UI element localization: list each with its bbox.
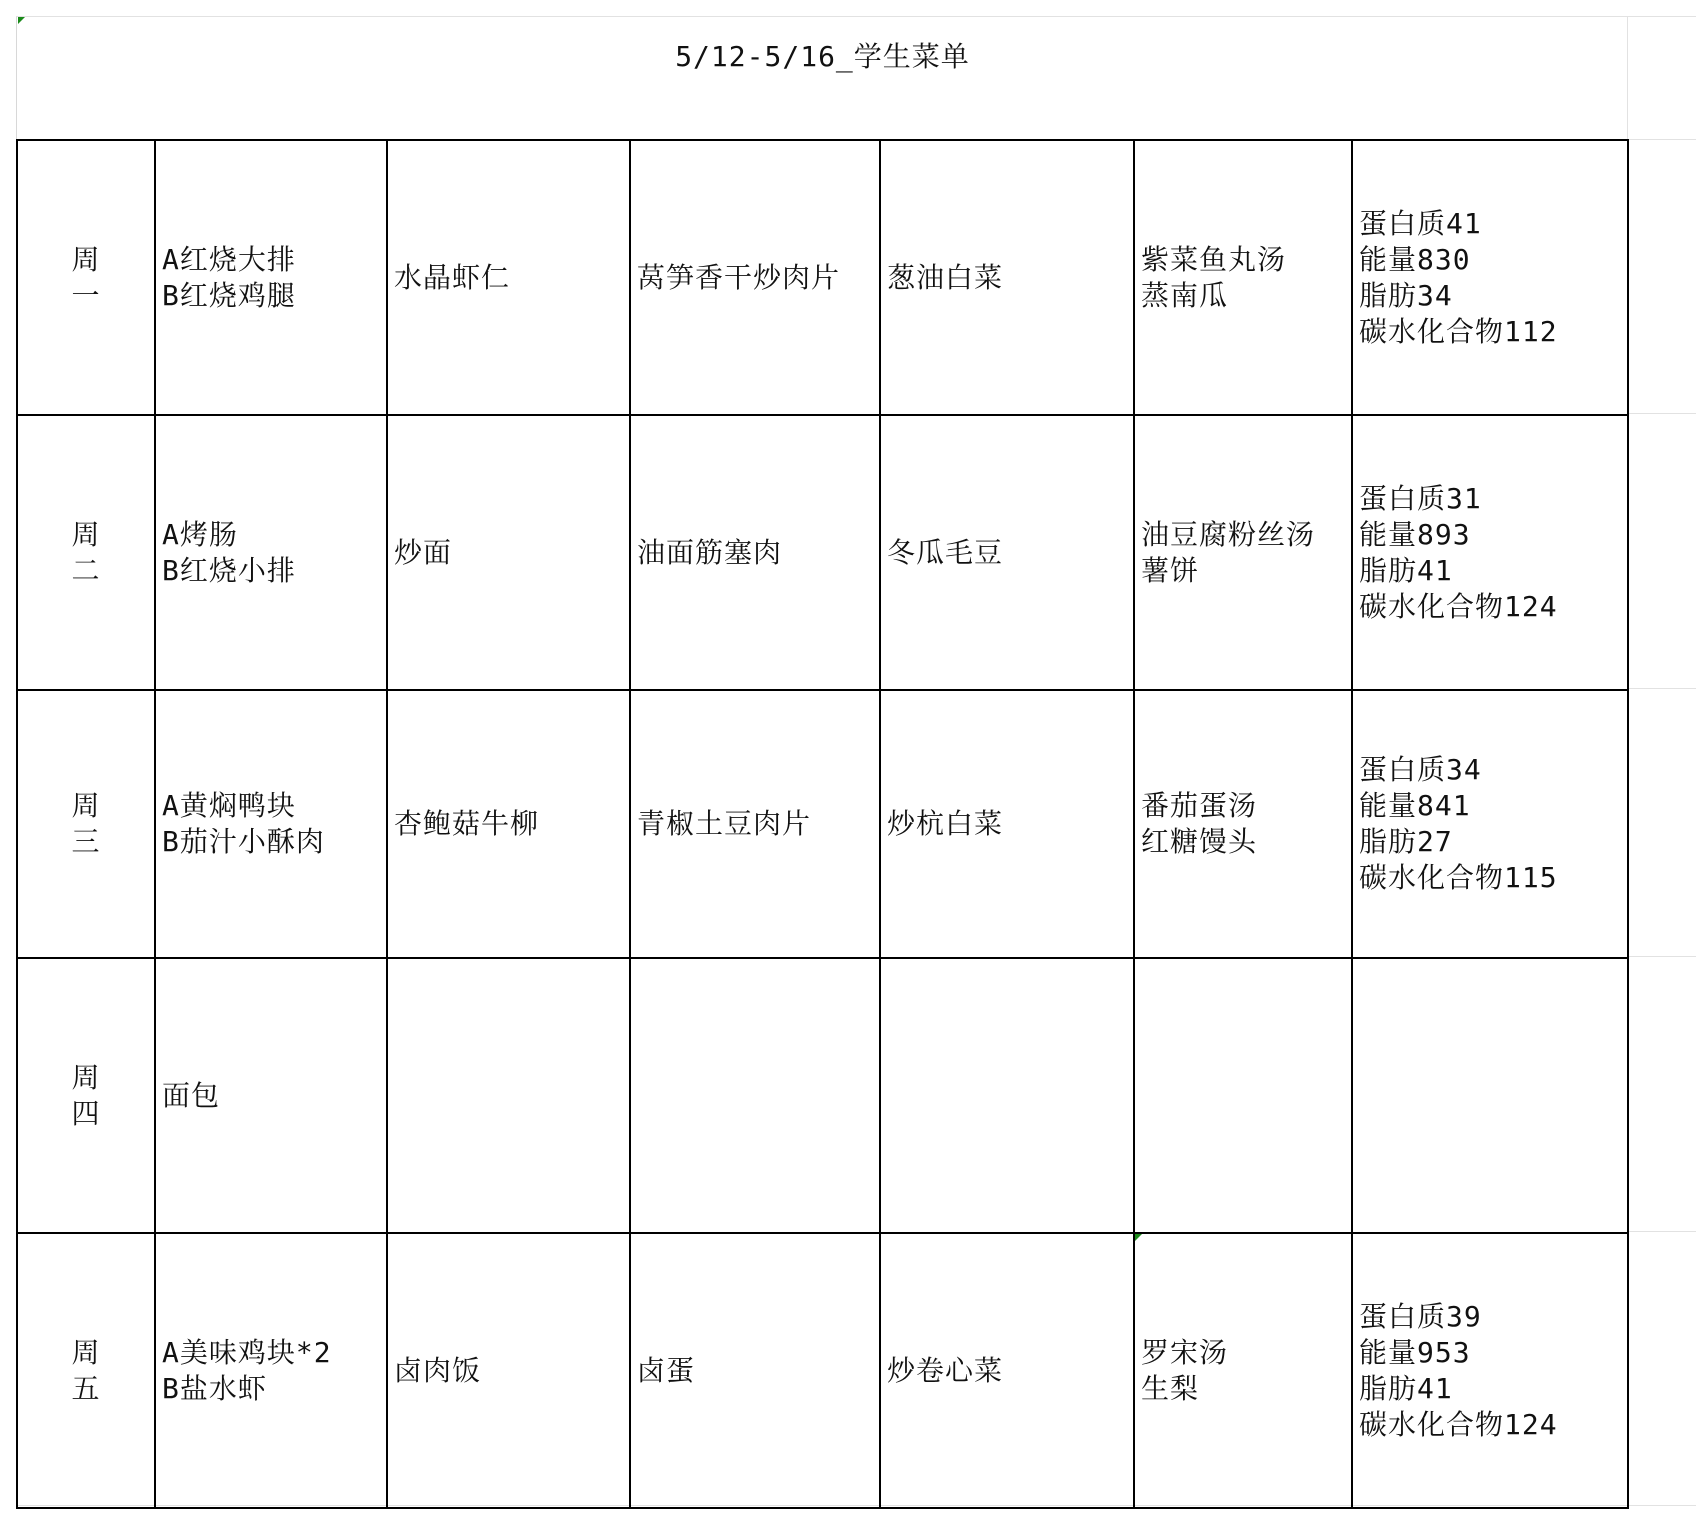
nutrition-value: 脂肪27 — [1359, 825, 1453, 858]
main-dish: A黄焖鸭块 — [162, 789, 296, 822]
day-label: 一 — [71, 278, 101, 312]
nutrition-value: 脂肪34 — [1359, 278, 1453, 312]
vegetable-cell[interactable] — [880, 1233, 1134, 1508]
dish-cell[interactable] — [630, 140, 880, 415]
vegetable-cell[interactable] — [880, 415, 1134, 690]
nutrition-value: 能量841 — [1359, 789, 1471, 822]
comment-marker — [1135, 1234, 1142, 1241]
main-dish-cell[interactable] — [155, 1233, 387, 1508]
main-dish-cell[interactable] — [155, 140, 387, 415]
gridline — [1627, 688, 1696, 689]
dish: 水晶虾仁 — [394, 260, 511, 294]
soup-cell[interactable] — [1134, 140, 1352, 415]
table-row — [17, 1233, 1628, 1508]
main-dish-cell[interactable] — [155, 958, 387, 1233]
vegetable: 葱油白菜 — [887, 260, 1004, 294]
dish-cell[interactable] — [630, 1233, 880, 1508]
nutrition-value: 脂肪41 — [1359, 553, 1453, 587]
nutrition-value: 能量830 — [1359, 242, 1471, 276]
main-dish: A红烧大排 — [162, 242, 296, 276]
day-label: 四 — [71, 1096, 101, 1130]
nutrition-cell[interactable] — [1352, 1233, 1628, 1508]
day-label: 周 — [71, 789, 101, 822]
table-row — [17, 140, 1628, 415]
dish: 杏鲍菇牛柳 — [394, 807, 540, 840]
dish: 油面筋塞肉 — [637, 535, 783, 569]
day-label: 五 — [71, 1371, 101, 1405]
dish-cell[interactable] — [387, 690, 630, 958]
day-label: 二 — [71, 553, 101, 587]
soup-cell[interactable] — [1134, 690, 1352, 958]
nutrition-cell[interactable] — [1352, 140, 1628, 415]
table-row — [17, 415, 1628, 690]
soup-item: 红糖馒头 — [1141, 825, 1258, 858]
day-cell[interactable] — [17, 958, 155, 1233]
vegetable: 冬瓜毛豆 — [887, 535, 1004, 569]
main-dish: A烤肠 — [162, 517, 238, 551]
dish-cell[interactable] — [387, 140, 630, 415]
nutrition-value: 脂肪41 — [1359, 1371, 1453, 1405]
main-dish: 面包 — [162, 1078, 221, 1112]
nutrition-value: 蛋白质31 — [1359, 481, 1482, 515]
soup-item: 生梨 — [1141, 1371, 1200, 1405]
soup-item: 蒸南瓜 — [1141, 278, 1229, 312]
table-row — [17, 958, 1628, 1233]
gridline — [1627, 413, 1696, 414]
soup-cell[interactable] — [1134, 958, 1352, 1233]
day-label: 周 — [71, 242, 101, 276]
dish-cell[interactable] — [630, 690, 880, 958]
nutrition-value: 碳水化合物124 — [1359, 1407, 1558, 1441]
vegetable-cell[interactable] — [880, 140, 1134, 415]
soup-cell[interactable] — [1134, 415, 1352, 690]
dish: 卤蛋 — [637, 1353, 696, 1387]
soup-item: 番茄蛋汤 — [1141, 789, 1258, 822]
nutrition-value: 蛋白质41 — [1359, 206, 1482, 240]
vegetable: 炒卷心菜 — [887, 1353, 1004, 1387]
dish: 青椒土豆肉片 — [637, 807, 812, 840]
soup-item: 油豆腐粉丝汤 — [1141, 517, 1316, 551]
nutrition-cell[interactable] — [1352, 415, 1628, 690]
main-dish: B红烧小排 — [162, 553, 296, 587]
main-dish: B红烧鸡腿 — [162, 278, 296, 312]
sheet-title: 5/12-5/16_学生菜单 — [675, 40, 970, 73]
soup-item: 薯饼 — [1141, 553, 1200, 587]
day-cell[interactable] — [17, 1233, 155, 1508]
day-cell[interactable] — [17, 690, 155, 958]
nutrition-value: 能量953 — [1359, 1335, 1471, 1369]
dish-cell[interactable] — [630, 415, 880, 690]
gridline — [1627, 139, 1696, 140]
day-label: 周 — [71, 1060, 101, 1094]
nutrition-cell[interactable] — [1352, 958, 1628, 1233]
day-cell[interactable] — [17, 140, 155, 415]
gridline — [1627, 1231, 1696, 1232]
nutrition-value: 碳水化合物124 — [1359, 589, 1558, 623]
main-dish: B茄汁小酥肉 — [162, 825, 325, 858]
dish-cell[interactable] — [387, 415, 630, 690]
soup-cell[interactable] — [1134, 1233, 1352, 1508]
comment-marker — [18, 17, 25, 24]
table-row — [17, 690, 1628, 958]
main-dish-cell[interactable] — [155, 415, 387, 690]
vegetable-cell[interactable] — [880, 690, 1134, 958]
soup-item: 紫菜鱼丸汤 — [1141, 242, 1287, 276]
vegetable-cell[interactable] — [880, 958, 1134, 1233]
menu-table — [16, 139, 1629, 1509]
day-label: 三 — [71, 825, 101, 858]
dish: 莴笋香干炒肉片 — [637, 260, 841, 294]
nutrition-value: 能量893 — [1359, 517, 1471, 551]
dish-cell[interactable] — [630, 958, 880, 1233]
nutrition-value: 蛋白质39 — [1359, 1299, 1482, 1333]
dish: 卤肉饭 — [394, 1353, 482, 1387]
dish-cell[interactable] — [387, 1233, 630, 1508]
dish-cell[interactable] — [387, 958, 630, 1233]
day-label: 周 — [71, 517, 101, 551]
dish: 炒面 — [394, 535, 453, 569]
main-dish-cell[interactable] — [155, 690, 387, 958]
main-dish: B盐水虾 — [162, 1371, 267, 1405]
vegetable: 炒杭白菜 — [887, 807, 1004, 840]
nutrition-value: 碳水化合物115 — [1359, 861, 1558, 894]
nutrition-value: 碳水化合物112 — [1359, 314, 1558, 348]
day-label: 周 — [71, 1335, 101, 1369]
title-row[interactable] — [16, 16, 1628, 140]
soup-item: 罗宋汤 — [1141, 1335, 1229, 1369]
main-dish: A美味鸡块*2 — [162, 1335, 332, 1369]
day-cell[interactable] — [17, 415, 155, 690]
nutrition-value: 蛋白质34 — [1359, 753, 1482, 786]
nutrition-cell[interactable] — [1352, 690, 1628, 958]
gridline — [1627, 956, 1696, 957]
